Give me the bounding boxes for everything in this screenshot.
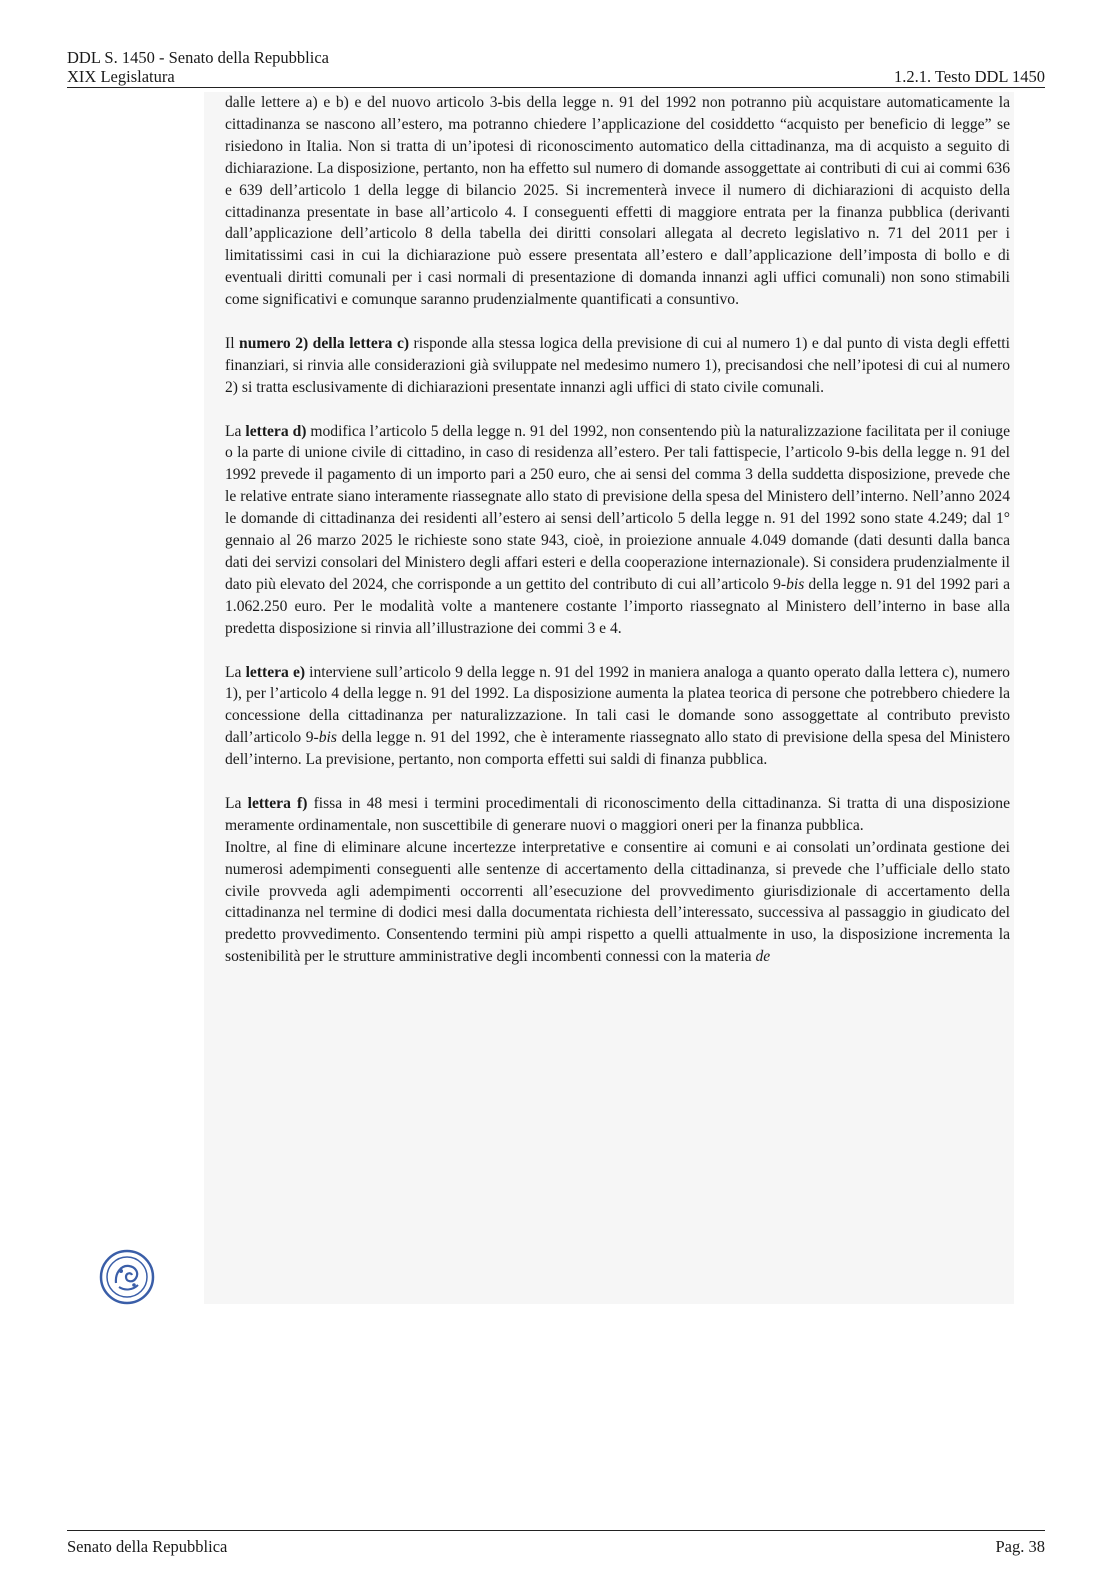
document-body: [225, 92, 1010, 968]
p3-prefix: La: [225, 422, 246, 440]
p5-bold: lettera f): [247, 794, 308, 812]
p3-text-a: modifica l’articolo 5 della legge n. 91 del 1992, non consentendo più la naturalizzazione facilitata per il coniuge o la parte di unione civile di cittadino, in caso di residenza all’estero. Per tali fattispecie, l’articolo 9-bis della legge n. 91 del 1992 prevede il pagamento di un importo pari a 250 euro, che ai sensi del comma 3 della suddetta disposizione, prevede che le relative entrate siano interamente riassegnate allo stato di previsione della spesa del Ministero dell’interno. Nell’anno 2024 le domande di cittadinanza dei residenti all’estero ai sensi dell’articolo 5 della legge n. 91 del 1992 sono state 4.249; dal 1° gennaio al 26 marzo 2025 le richieste sono state 943, cioè, in proiezione annuale 4.049 domande (dati desunti dalla banca dati dei servizi consolari del Ministero degli affari esteri e della cooperazione internazionale). Si considera prudenzialmente il dato più elevato del 2024, che corrisponde a un gettito del contributo di cui all’articolo 9-: [225, 422, 1010, 593]
p4-italic: bis: [318, 729, 337, 747]
p2-bold: numero 2) della lettera c): [239, 334, 410, 352]
p2-prefix: Il: [225, 334, 240, 352]
document-title: DDL S. 1450 - Senato della Repubblica: [67, 48, 329, 67]
section-label: 1.2.1. Testo DDL 1450: [893, 67, 1045, 86]
p4-text-a: interviene sull’articolo 9 della legge n. 91 del 1992 in maniera analoga a quanto operato dalla lettera c), numero 1), per l’articolo 4 della legge n. 91 del 1992. La disposizione aumenta la platea teorica di persone che potrebbero chiedere la concessione della cittadinanza per naturalizzazione. In tali casi le domande sono assoggettate al contributo previsto dall’articolo 9-: [225, 663, 1010, 747]
p4-bold: lettera e): [245, 663, 306, 681]
p4-prefix: La: [225, 663, 246, 681]
p2-text: risponde alla stessa logica della previsione di cui al numero 1) e dal punto di vista degli effetti finanziari, si rinvia alle considerazioni già sviluppate nel medesimo numero 1), precisandosi che nell’ipotesi di cui al numero 2) si tratta esclusivamente di dichiarazioni presentate innanzi agli uffici di stato civile comunali.: [225, 334, 1010, 396]
p3-bold: lettera d): [245, 422, 307, 440]
page-number: Pag. 38: [995, 1537, 1045, 1556]
p4-text-b: della legge n. 91 del 1992, che è interamente riassegnato allo stato di previsione della spesa del Ministero dell’interno. La previsione, pertanto, non comporta effetti sui saldi di finanza pubblica.: [225, 729, 1011, 769]
paragraph-3: [225, 421, 1010, 640]
paragraph-2: [225, 333, 1010, 399]
p3-italic: bis: [786, 575, 805, 593]
paragraph-1: [225, 92, 1010, 311]
p3-text-b: della legge n. 91 del 1992 pari a 1.062.250 euro. Per le modalità volte a mantenere costante l’importo riassegnato al Ministero dell’interno in base alla predetta disposizione si rinvia all’illustrazione dei commi 3 e 4.: [225, 575, 1011, 637]
paragraph-4: [225, 662, 1010, 772]
p6-italic: de: [755, 948, 771, 966]
senate-logo-icon: [99, 1249, 155, 1305]
p6-text: Inoltre, al fine di eliminare alcune incertezze interpretative e consentire ai comuni e ai consolati un’ordinata gestione dei numerosi adempimenti conseguenti alle sentenze di accertamento della cittadinanza, si prevede che l’ufficiale dello stato civile provveda agli adempimenti occorrenti all’esecuzione del provvedimento giurisdizionale di accertamento della cittadinanza nel termine di dodici mesi dalla documentata richiesta dell’interessato, successiva al passaggio in giudicato del predetto provvedimento. Consentendo termini più ampi rispetto a quelli attualmente in uso, la disposizione incrementa la sostenibilità per le strutture amministrative degli incombenti connessi con la materia: [225, 838, 1010, 966]
footer-publisher: Senato della Repubblica: [67, 1537, 228, 1556]
legislature-label: XIX Legislatura: [67, 67, 175, 86]
page-footer: [67, 1530, 1045, 1557]
paragraph-6: [225, 837, 1010, 968]
paragraph-1-text: dalle lettere a) e b) e del nuovo articolo 3-bis della legge n. 91 del 1992 non potranno più acquistare automaticamente la cittadinanza se nascono all’estero, ma potranno chiedere l’applicazione del cosiddetto “acquisto per beneficio di legge” se risiedono in Italia. Non si tratta di un’ipotesi di riconoscimento automatico della cittadinanza, ma di acquisto a seguito di dichiarazione. La disposizione, pertanto, non ha effetto sul numero di domande assoggettate ai contributi di cui ai commi 636 e 639 dell’articolo 1 della legge di bilancio 2025. Si incrementerà invece il numero di dichiarazioni di acquisto della cittadinanza presentate in base all’articolo 4. I conseguenti effetti di maggiore entrata per la finanza pubblica (derivanti dall’applicazione dell’articolo 8 della tabella dei diritti consolari allegata al decreto legislativo n. 71 del 2011 per i limitatissimi casi in cui la dichiarazione può essere presentata all’estero e dall’applicazione dell’imposta di bollo e di eventuali diritti comunali per i casi normali di presentazione di domanda innanzi agli uffici comunali) non sono stimabili come significativi e comunque saranno prudenzialmente quantificati a consuntivo.: [225, 94, 1010, 309]
header-row: [67, 67, 1045, 88]
page-header: [67, 48, 1045, 88]
paragraph-5: [225, 793, 1010, 837]
p5-prefix: La: [225, 794, 248, 812]
p5-text: fissa in 48 mesi i termini procedimentali di riconoscimento della cittadinanza. Si tratta di una disposizione meramente ordinamentale, non suscettibile di generare nuovi o maggiori oneri per la finanza pubblica.: [225, 794, 1010, 834]
